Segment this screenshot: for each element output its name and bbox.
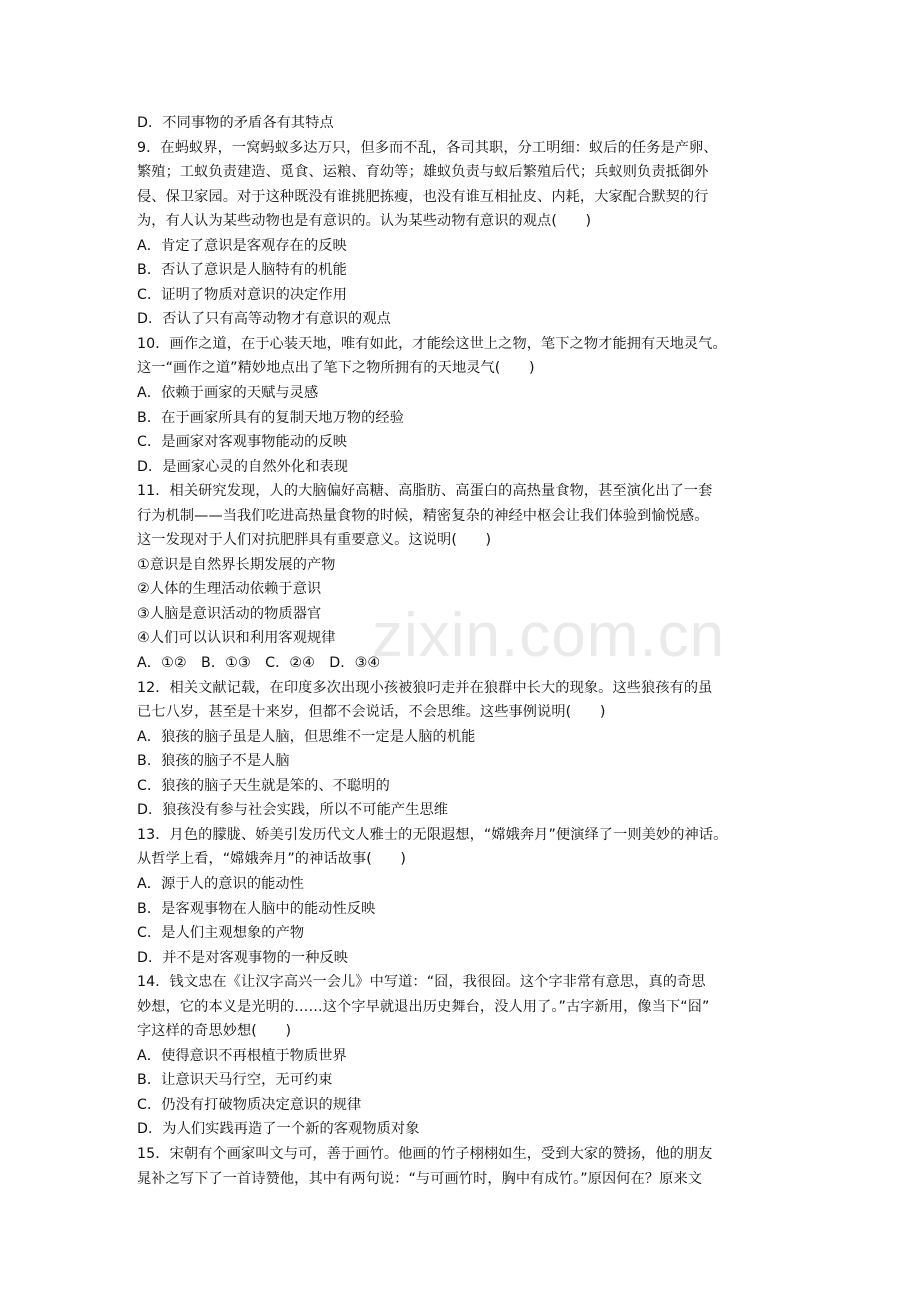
text-line: ②人体的生理活动依赖于意识 (137, 581, 322, 598)
text-line: 从哲学上看，“嫦娥奔月”的神话故事( ) (137, 851, 407, 868)
text-line: D．狼孩没有参与社会实践，所以不可能产生思维 (137, 802, 449, 819)
text-line: 11．相关研究发现，人的大脑偏好高糖、高脂肪、高蛋白的高热量食物，甚至演化出了一套 (137, 483, 713, 500)
text-line: B．是客观事物在人脑中的能动性反映 (137, 900, 376, 917)
text-line: A．肯定了意识是客观存在的反映 (137, 237, 347, 254)
text-line: D．是画家心灵的自然外化和表现 (137, 458, 349, 475)
text-line: B．否认了意识是人脑特有的机能 (137, 262, 347, 279)
text-line: D．为人们实践再造了一个新的客观物质对象 (137, 1121, 420, 1138)
text-line: C．是画家对客观事物能动的反映 (137, 434, 348, 451)
text-line: ①意识是自然界长期发展的产物 (137, 556, 336, 573)
text-line: D．不同事物的矛盾各有其特点 (137, 115, 334, 131)
text-line: A．源于人的意识的能动性 (137, 875, 304, 892)
text-line: 繁殖；工蚁负责建造、觅食、运粮、育幼等；雄蚁负责与蚁后繁殖后代；兵蚁则负责抵御外 (137, 164, 709, 181)
text-line: 9．在蚂蚁界，一窝蚂蚁多达万只，但多而不乱，各司其职，分工明细：蚁后的任务是产卵、 (137, 139, 718, 156)
text-line: 10．画作之道，在于心装天地，唯有如此，才能绘这世上之物，笔下之物才能拥有天地灵气。 (137, 335, 727, 352)
text-line: 这一发现对于人们对抗肥胖具有重要意义。这说明( ) (137, 532, 492, 549)
text-line: C．证明了物质对意识的决定作用 (137, 286, 348, 303)
text-line: B．在于画家所具有的复制天地万物的经验 (137, 409, 405, 426)
text-line: 行为机制——当我们吃进高热量食物的时候，精密复杂的神经中枢会让我们体验到愉悦感。 (137, 507, 709, 524)
text-line: ③人脑是意识活动的物质器官 (137, 605, 322, 622)
text-line: B．狼孩的脑子不是人脑 (137, 753, 290, 770)
text-line: A．狼孩的脑子虽是人脑，但思维不一定是人脑的机能 (137, 728, 476, 745)
text-line: C．狼孩的脑子天生就是笨的、不聪明的 (137, 777, 390, 794)
text-line: 13．月色的朦胧、娇美引发历代文人雅士的无限遐想，“嫦娥奔月”便演绎了一则美妙的神话。 (137, 826, 728, 843)
text-line: D．并不是对客观事物的一种反映 (137, 949, 349, 966)
text-line: B．让意识天马行空，无可约束 (137, 1072, 333, 1089)
text-line: A．①② B．①③ C．②④ D．③④ (137, 655, 381, 672)
text-line: 这一“画作之道”精妙地点出了笔下之物所拥有的天地灵气( ) (137, 360, 535, 377)
text-line: C．是人们主观想象的产物 (137, 925, 305, 942)
text-line: 已七八岁，甚至是十来岁，但都不会说话，不会思维。这些事例说明( ) (137, 704, 606, 721)
text-line: 15．宋朝有个画家叫文与可，善于画竹。他画的竹子栩栩如生，受到大家的赞扬，他的朋友 (137, 1145, 713, 1162)
text-line: A．依赖于画家的天赋与灵感 (137, 385, 319, 402)
text-line: D．否认了只有高等动物才有意识的观点 (137, 311, 391, 328)
text-line: 侵、保卫家园。对于这种既没有谁挑肥拣瘦，也没有谁互相扯皮、内耗，大家配合默契的行 (137, 188, 709, 205)
text-line: 晁补之写下了一首诗赞他，其中有两句说：“与可画竹时，胸中有成竹。”原因何在？原来文 (137, 1170, 703, 1187)
text-line: ④人们可以认识和利用客观规律 (137, 630, 336, 647)
text-line: A．使得意识不再根植于物质世界 (137, 1047, 347, 1064)
text-line: C．仍没有打破物质决定意识的规律 (137, 1096, 362, 1113)
watermark: zixin.com.cn (372, 601, 726, 670)
text-line: 12．相关文献记载，在印度多次出现小孩被狼叼走并在狼群中长大的现象。这些狼孩有的虽 (137, 679, 713, 696)
text-line: 为，有人认为某些动物也是有意识的。认为某些动物有意识的观点( ) (137, 213, 592, 230)
text-line: 14．钱文忠在《让汉字高兴一会儿》中写道：“囧，我很囧。这个字非常有意思，真的奇思 (137, 974, 706, 991)
text-line: 妙想，它的本义是光明的……这个字早就退出历史舞台，没人用了。”古字新用，像当下“囧” (137, 998, 710, 1015)
text-line: 字这样的奇思妙想( ) (137, 1023, 292, 1040)
